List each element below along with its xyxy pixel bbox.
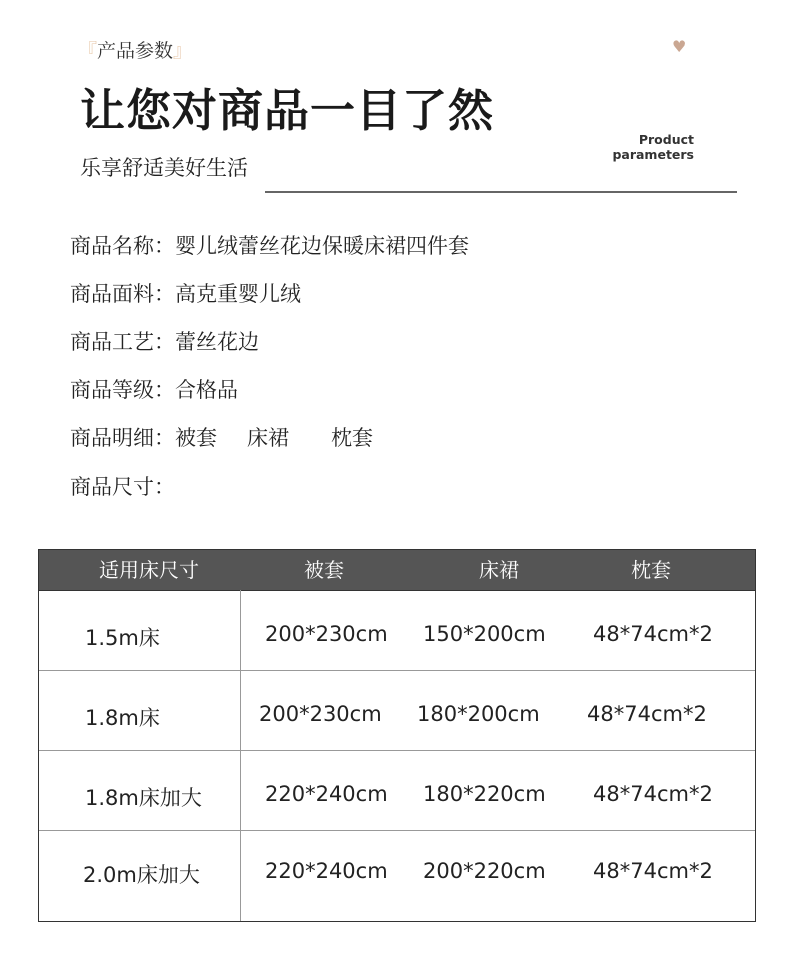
spec-label: 商品面料： — [70, 282, 175, 306]
table-cell-duvet: 220*240cm — [265, 859, 388, 883]
english-subtitle-line2: parameters — [612, 147, 694, 162]
table-cell-bed-size: 1.8m床加大 — [85, 786, 202, 810]
spec-label: 商品等级： — [70, 378, 175, 402]
bracket-open: 『 — [78, 40, 98, 62]
table-cell-bedskirt: 180*220cm — [423, 782, 546, 806]
size-table — [38, 549, 756, 922]
table-cell-bedskirt: 150*200cm — [423, 622, 546, 646]
table-row — [39, 670, 755, 751]
page-title: 让您对商品一目了然 — [80, 84, 495, 137]
table-cell-bed-size: 1.8m床 — [85, 706, 160, 730]
spec-value: 合格品 — [175, 378, 238, 402]
spec-value: 婴儿绒蕾丝花边保暖床裙四件套 — [175, 234, 469, 258]
spec-label: 商品明细： — [70, 426, 175, 450]
english-subtitle-line1: Product — [638, 132, 694, 147]
table-cell-pillowcase: 48*74cm*2 — [593, 782, 713, 806]
table-cell-bedskirt: 200*220cm — [423, 859, 546, 883]
table-cell-bed-size: 1.5m床 — [85, 626, 160, 650]
column-header: 床裙 — [479, 558, 519, 582]
column-divider — [240, 590, 241, 921]
spec-label: 商品尺寸： — [70, 475, 175, 499]
table-cell-bed-size: 2.0m床加大 — [83, 863, 200, 887]
table-cell-pillowcase: 48*74cm*2 — [587, 702, 707, 726]
spec-row-details — [70, 422, 373, 452]
spec-row-fabric — [70, 278, 301, 308]
spec-row-size — [70, 471, 175, 501]
table-cell-duvet: 220*240cm — [265, 782, 388, 806]
detail-item-bedskirt: 床裙 — [247, 426, 289, 450]
heart-icon: ♥ — [672, 37, 687, 56]
english-subtitle — [600, 132, 694, 162]
header-divider — [265, 191, 737, 193]
detail-item-pillowcase: 枕套 — [331, 426, 373, 450]
section-tag-text: 产品参数 — [97, 40, 174, 62]
spec-row-grade — [70, 374, 238, 404]
detail-item-duvet: 被套 — [175, 426, 217, 450]
table-row — [39, 830, 755, 922]
section-tag — [78, 36, 192, 63]
tagline: 乐享舒适美好生活 — [80, 156, 248, 180]
spec-label: 商品名称： — [70, 234, 175, 258]
spec-row-name — [70, 230, 469, 260]
table-cell-duvet: 200*230cm — [259, 702, 382, 726]
table-cell-duvet: 200*230cm — [265, 622, 388, 646]
bracket-close: 』 — [173, 40, 193, 62]
spec-label: 商品工艺： — [70, 330, 175, 354]
table-cell-pillowcase: 48*74cm*2 — [593, 622, 713, 646]
column-header: 适用床尺寸 — [99, 558, 199, 582]
column-header: 枕套 — [631, 558, 671, 582]
table-cell-bedskirt: 180*200cm — [417, 702, 540, 726]
spec-row-craft — [70, 326, 259, 356]
table-row — [39, 750, 755, 831]
table-cell-pillowcase: 48*74cm*2 — [593, 859, 713, 883]
spec-value: 高克重婴儿绒 — [175, 282, 301, 306]
column-header: 被套 — [304, 558, 344, 582]
table-header — [39, 550, 755, 590]
spec-value: 蕾丝花边 — [175, 330, 259, 354]
table-row — [39, 590, 755, 671]
